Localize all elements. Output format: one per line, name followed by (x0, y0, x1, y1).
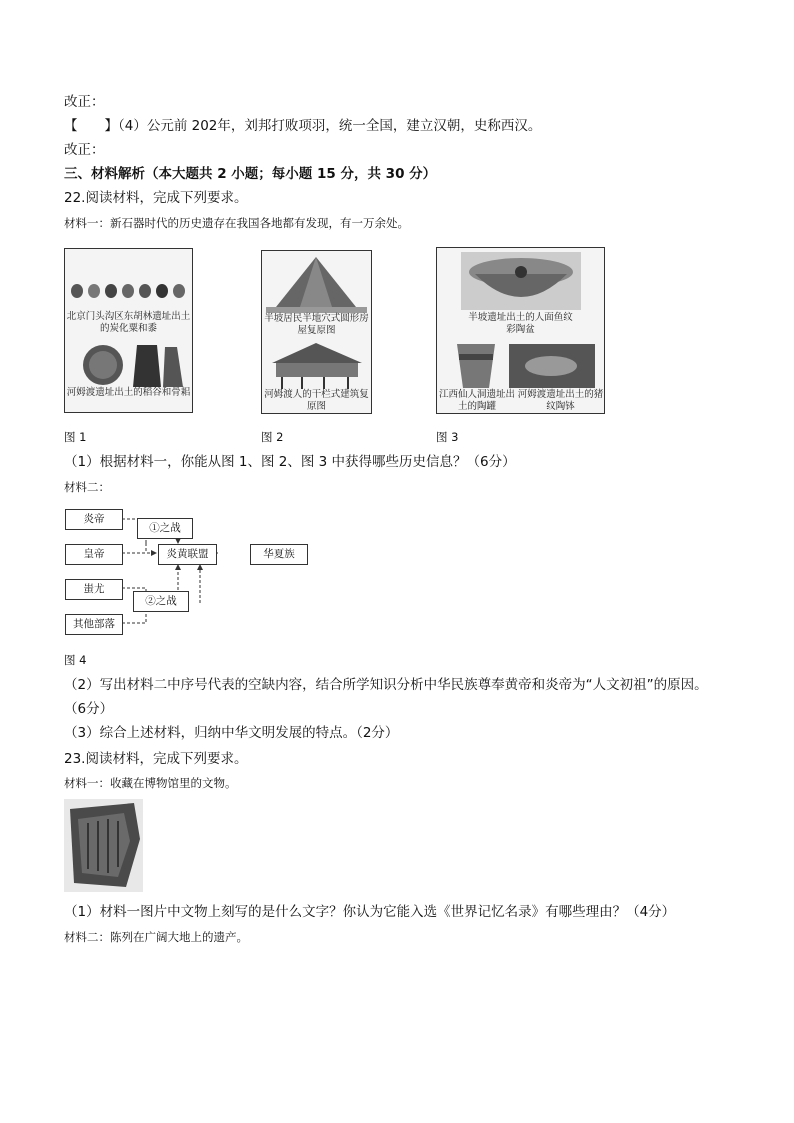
other-tribes-box: 其他部落 (65, 614, 123, 635)
question-22: 22.阅读材料，完成下列要求。 (64, 190, 248, 206)
fig1-caption-bottom: 河姆渡遗址出土的稻谷和骨耜 (66, 387, 191, 398)
oracle-bone-photo (64, 799, 143, 892)
pottery-jar-and-bowl-image (437, 340, 604, 392)
question-22-3: （3）综合上述材料，归纳中华文明发展的特点。（2分） (64, 725, 399, 741)
rice-and-bone-tool-image (65, 341, 192, 391)
figure-2 (261, 250, 372, 414)
figure-3 (436, 247, 605, 414)
question-23-1: （1）材料一图片中文物上刻写的是什么文字？你认为它能入选《世界记忆名录》有哪些理由？（4分） (64, 904, 676, 920)
material-1-text: 材料一：新石器时代的历史遗存在我国各地都有发现，有一万余处。 (64, 216, 409, 230)
correction-label-2: 改正： (64, 142, 105, 158)
alliance-box: 炎黄联盟 (158, 544, 217, 565)
fig1-label: 图 1 (64, 430, 87, 444)
figure-1 (64, 248, 193, 413)
fig2-caption-top: 半坡居民半地穴式圆形房屋复原图 (264, 313, 369, 336)
fig2-label: 图 2 (261, 430, 284, 444)
chiyou-box: 蚩尤 (65, 579, 123, 600)
question-4: （4）公元前 202年，刘邦打败项羽，统一全国，建立汉朝，史称西汉。 (118, 118, 542, 134)
fig3-caption-bottom-left: 江西仙人洞遗址出土的陶罐 (438, 389, 515, 412)
battle-1-box: ①之战 (137, 518, 193, 539)
question-22-2-score: （6分） (64, 701, 114, 717)
material-23-1-text: 材料一：收藏在博物馆里的文物。 (64, 776, 237, 790)
fig4-label: 图 4 (64, 653, 87, 667)
fig2-caption-bottom: 河姆渡人的干栏式建筑复原图 (264, 389, 369, 412)
question-23: 23.阅读材料，完成下列要求。 (64, 751, 248, 767)
fig3-caption-top: 半坡遗址出土的人面鱼纹彩陶盆 (468, 312, 573, 335)
fig3-label: 图 3 (436, 430, 459, 444)
fig1-caption-top: 北京门头沟区东胡林遗址出土的炭化粟和黍 (66, 311, 191, 334)
section-title: 三、材料解析（本大题共 2 小题；每小题 15 分，共 30 分） (64, 166, 437, 182)
answer-bracket[interactable] (64, 117, 541, 135)
fig3-caption-bottom-right: 河姆渡遗址出土的猪纹陶钵 (517, 389, 604, 412)
battle-2-box: ②之战 (133, 591, 189, 612)
material-23-2-text: 材料二：陈列在广阔大地上的遗产。 (64, 930, 248, 944)
correction-label-1: 改正： (64, 94, 105, 110)
fish-basin-image (437, 250, 604, 312)
yandi-box: 炎帝 (65, 509, 123, 530)
question-22-1: （1）根据材料一，你能从图 1、图 2、图 3 中获得哪些历史信息？（6分） (64, 454, 516, 470)
huaxia-box: 华夏族 (250, 544, 308, 565)
round-hut-image (262, 255, 371, 317)
material-2-label: 材料二： (64, 480, 110, 494)
bracket-text: 【 】 (64, 118, 118, 134)
huangdi-box: 皇帝 (65, 544, 123, 565)
question-22-2: （2）写出材料二中序号代表的空缺内容，结合所学知识分析中华民族尊奉黄帝和炎帝为“人文初祖”的原因。 (64, 677, 708, 693)
stilt-house-image (262, 341, 371, 391)
